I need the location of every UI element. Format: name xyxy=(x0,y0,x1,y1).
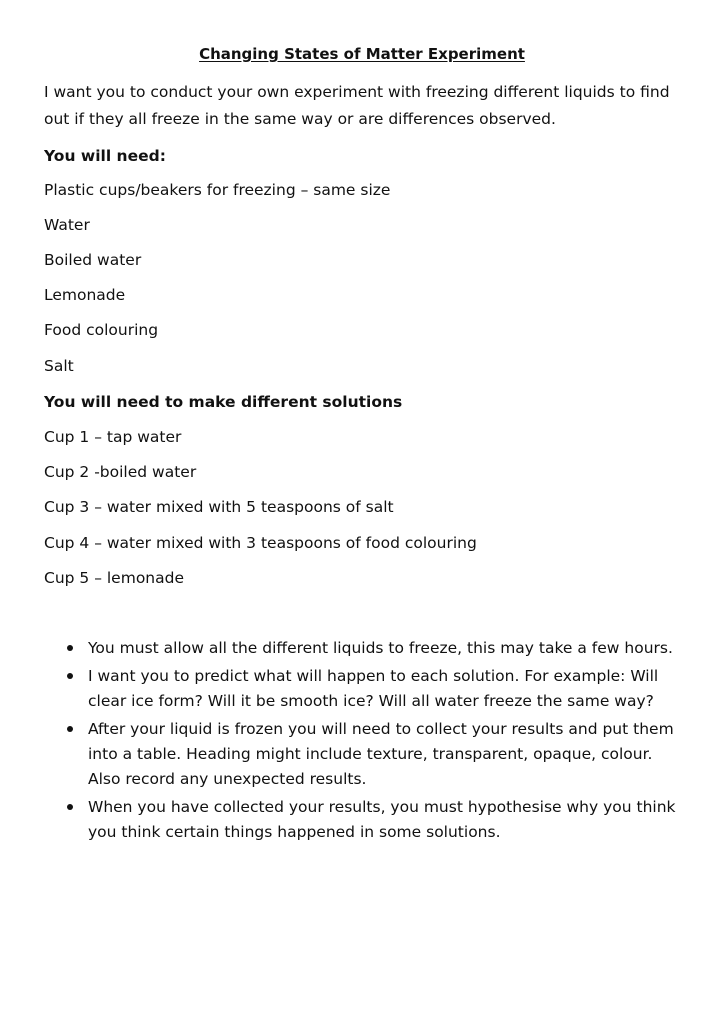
instruction-item: After your liquid is frozen you will need to collect your results and put them into a table. Heading might include texture, transparent, opaque, colour. Also record any unexpected results. xyxy=(88,717,688,792)
material-item: Plastic cups/beakers for freezing – same size xyxy=(44,181,391,199)
cup-item: Cup 1 – tap water xyxy=(44,428,182,446)
material-item: Salt xyxy=(44,357,74,375)
solutions-heading: You will need to make different solutions xyxy=(44,393,403,411)
instructions-list xyxy=(88,636,688,848)
material-item: Food colouring xyxy=(44,321,159,339)
instruction-item: When you have collected your results, you must hypothesise why you think you think certain things happened in some solutions. xyxy=(88,795,688,845)
instruction-item: You must allow all the different liquids to freeze, this may take a few hours. xyxy=(88,636,688,661)
needs-heading: You will need: xyxy=(44,147,166,165)
material-item: Lemonade xyxy=(44,286,126,304)
page-title: Changing States of Matter Experiment xyxy=(199,45,525,63)
material-item: Water xyxy=(44,216,90,234)
cup-item: Cup 3 – water mixed with 5 teaspoons of salt xyxy=(44,498,394,516)
cup-item: Cup 4 – water mixed with 3 teaspoons of food colouring xyxy=(44,534,477,552)
cup-item: Cup 5 – lemonade xyxy=(44,569,184,587)
material-item: Boiled water xyxy=(44,251,142,269)
cup-item: Cup 2 -boiled water xyxy=(44,463,197,481)
instruction-item: I want you to predict what will happen to each solution. For example: Will clear ice form? Will it be smooth ice? Will all water freeze the same way? xyxy=(88,664,688,714)
intro-paragraph: I want you to conduct your own experiment with freezing different liquids to find out if they all freeze in the same way or are differences observed. xyxy=(44,83,670,128)
